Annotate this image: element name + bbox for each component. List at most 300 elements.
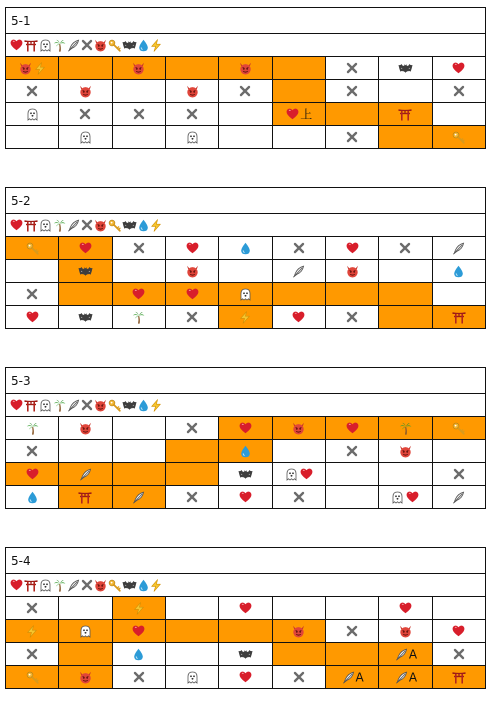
droplet-icon [138, 579, 149, 592]
grid-cell-highlighted[interactable] [379, 666, 432, 689]
cross-mark-icon [239, 85, 251, 97]
grid-cell[interactable] [219, 666, 272, 689]
grid-cell-highlighted[interactable] [379, 283, 432, 306]
palm-tree-icon [53, 579, 66, 592]
demon-icon [399, 445, 412, 458]
puzzle-grid [5, 547, 486, 689]
grid-cell[interactable] [325, 597, 378, 620]
bat-icon [122, 580, 137, 591]
cross-mark-icon [26, 288, 38, 300]
grid-cell[interactable] [325, 306, 378, 329]
heart-icon [10, 399, 23, 411]
torii-gate-icon [24, 579, 38, 592]
ghost-icon [239, 288, 252, 301]
grid-cell-highlighted[interactable] [432, 126, 485, 149]
cross-mark-icon [26, 85, 38, 97]
grid-cell-highlighted[interactable] [165, 57, 218, 80]
grid-cell[interactable] [432, 283, 485, 306]
torii-gate-icon [78, 491, 92, 504]
grid-cell-highlighted[interactable] [325, 417, 378, 440]
grid-cell[interactable] [379, 486, 432, 509]
cross-mark-icon [399, 242, 411, 254]
grid-cell-highlighted[interactable] [272, 417, 325, 440]
grid-cell-highlighted[interactable] [165, 440, 218, 463]
palm-tree-icon [53, 219, 66, 232]
grid-cell[interactable] [59, 126, 112, 149]
demon-icon [346, 265, 359, 278]
heart-icon [239, 422, 252, 434]
grid-cell-highlighted[interactable] [379, 417, 432, 440]
grid-cell[interactable] [219, 237, 272, 260]
heart-icon [452, 625, 465, 637]
grid-cell[interactable] [112, 103, 165, 126]
heart-icon [286, 108, 299, 120]
bat-icon [78, 312, 93, 323]
demon-icon [79, 85, 92, 98]
cross-mark-icon [346, 85, 358, 97]
grid-cell[interactable] [379, 620, 432, 643]
grid-cell-highlighted[interactable] [165, 463, 218, 486]
icon-legend [6, 214, 486, 237]
grid-cell-highlighted[interactable] [112, 463, 165, 486]
grid-cell[interactable] [6, 126, 59, 149]
heart-icon [346, 422, 359, 434]
grid-row [6, 486, 486, 509]
grid-cell[interactable] [272, 237, 325, 260]
grid-cell[interactable] [6, 597, 59, 620]
grid-row [6, 306, 486, 329]
cross-mark-icon [346, 131, 358, 143]
lightning-icon [133, 602, 145, 615]
grid-cell[interactable] [379, 80, 432, 103]
palm-tree-icon [53, 399, 66, 412]
cross-mark-icon [453, 468, 465, 480]
feather-icon [67, 39, 80, 52]
grid-cell[interactable] [219, 643, 272, 666]
grid-cell[interactable] [325, 463, 378, 486]
heart-icon [239, 671, 252, 683]
droplet-icon [138, 399, 149, 412]
grid-cell[interactable] [165, 237, 218, 260]
grid-cell-highlighted[interactable] [272, 103, 325, 126]
grid-cell[interactable] [432, 440, 485, 463]
icon-legend [6, 574, 486, 597]
grid-cell[interactable] [165, 260, 218, 283]
heart-icon [292, 311, 305, 323]
grid-cell[interactable] [6, 260, 59, 283]
key-icon [26, 242, 39, 255]
grid-row [6, 440, 486, 463]
grid-cell[interactable] [59, 103, 112, 126]
heart-icon [10, 579, 23, 591]
key-icon [108, 399, 121, 412]
grid-cell-highlighted[interactable] [112, 57, 165, 80]
bat-icon [122, 220, 137, 231]
ghost-icon [39, 39, 52, 52]
grid-row [6, 57, 486, 80]
bat-icon [238, 469, 253, 480]
grid-cell[interactable] [6, 103, 59, 126]
grid-cell[interactable] [325, 80, 378, 103]
demon-icon [399, 625, 412, 638]
palm-tree-icon [132, 311, 145, 324]
grid-row [6, 463, 486, 486]
heart-icon [10, 219, 23, 231]
grid-cell[interactable] [432, 237, 485, 260]
heart-icon [346, 242, 359, 254]
grid-cell-highlighted[interactable] [219, 283, 272, 306]
lightning-icon [150, 579, 162, 592]
grid-cell[interactable] [379, 463, 432, 486]
grid-cell[interactable] [432, 486, 485, 509]
grid-cell[interactable] [112, 666, 165, 689]
grid-cell-highlighted[interactable] [432, 666, 485, 689]
grid-cell[interactable] [165, 126, 218, 149]
cross-mark-icon [293, 671, 305, 683]
grid-cell[interactable] [325, 440, 378, 463]
droplet-icon [138, 219, 149, 232]
grid-cell-highlighted[interactable] [432, 306, 485, 329]
grid-cell-highlighted[interactable] [6, 57, 59, 80]
grid-cell[interactable] [325, 237, 378, 260]
grid-cell-highlighted[interactable] [6, 237, 59, 260]
grid-cell[interactable] [59, 306, 112, 329]
ghost-icon [285, 468, 298, 481]
key-icon [108, 39, 121, 52]
grid-cell[interactable] [432, 643, 485, 666]
grid-cell-highlighted[interactable] [325, 283, 378, 306]
grid-cell[interactable] [165, 417, 218, 440]
feather-icon [452, 491, 465, 504]
grid-cell[interactable] [6, 440, 59, 463]
heart-icon [10, 39, 23, 51]
grid-row [6, 80, 486, 103]
grid-cell[interactable] [165, 306, 218, 329]
grid-cell-highlighted[interactable] [379, 126, 432, 149]
lightning-icon [150, 39, 162, 52]
grid-cell-highlighted[interactable] [6, 666, 59, 689]
grid-cell[interactable] [379, 597, 432, 620]
bat-icon [78, 266, 93, 277]
grid-row [6, 126, 486, 149]
grid-row [6, 237, 486, 260]
grid-cell-highlighted[interactable] [219, 620, 272, 643]
cross-mark-icon [186, 491, 198, 503]
grid-cell[interactable] [165, 103, 218, 126]
cross-mark-icon [81, 39, 93, 51]
grid-cell[interactable] [272, 306, 325, 329]
grid-cell[interactable] [432, 80, 485, 103]
grid-cell[interactable] [379, 260, 432, 283]
lightning-icon [34, 62, 46, 75]
heart-icon [239, 602, 252, 614]
grid-cell[interactable] [325, 620, 378, 643]
grid-row [6, 597, 486, 620]
grid-cell[interactable] [6, 486, 59, 509]
grid-cell[interactable] [272, 260, 325, 283]
feather-icon [395, 648, 408, 661]
cross-mark-icon [346, 445, 358, 457]
heart-icon [300, 468, 313, 480]
grid-cell[interactable] [432, 597, 485, 620]
torii-gate-icon [452, 671, 466, 684]
cross-mark-icon [26, 648, 38, 660]
demon-icon [186, 265, 199, 278]
grid-cell[interactable] [59, 440, 112, 463]
grid-cell-highlighted[interactable] [219, 417, 272, 440]
grid-cell[interactable] [6, 417, 59, 440]
grid-cell-highlighted[interactable] [272, 80, 325, 103]
cell-note: A [408, 647, 418, 661]
demon-icon [239, 62, 252, 75]
puzzle-title: 5-3 [6, 368, 486, 394]
grid-cell[interactable] [325, 126, 378, 149]
cross-mark-icon [81, 579, 93, 591]
lightning-icon [26, 625, 38, 638]
puzzle-grid [5, 7, 486, 149]
cross-mark-icon [26, 445, 38, 457]
grid-cell-highlighted[interactable] [112, 597, 165, 620]
droplet-icon [240, 445, 251, 458]
heart-icon [26, 311, 39, 323]
grid-row [6, 643, 486, 666]
torii-gate-icon [452, 311, 466, 324]
droplet-icon [240, 242, 251, 255]
cross-mark-icon [346, 625, 358, 637]
grid-cell[interactable] [112, 80, 165, 103]
grid-row [6, 260, 486, 283]
grid-cell-highlighted[interactable] [112, 283, 165, 306]
grid-row [6, 283, 486, 306]
grid-cell-highlighted[interactable] [6, 620, 59, 643]
grid-cell[interactable] [432, 57, 485, 80]
grid-cell[interactable] [432, 463, 485, 486]
grid-cell[interactable] [379, 237, 432, 260]
demon-icon [186, 85, 199, 98]
grid-cell[interactable] [112, 237, 165, 260]
heart-icon [132, 288, 145, 300]
grid-cell[interactable] [165, 666, 218, 689]
demon-icon [94, 39, 107, 52]
grid-cell-highlighted[interactable] [219, 440, 272, 463]
grid-cell[interactable] [59, 80, 112, 103]
grid-cell[interactable] [59, 597, 112, 620]
grid-cell[interactable] [6, 306, 59, 329]
grid-cell[interactable] [325, 57, 378, 80]
key-icon [26, 671, 39, 684]
grid-cell[interactable] [272, 126, 325, 149]
grid-cell-highlighted[interactable] [272, 643, 325, 666]
grid-cell-highlighted[interactable] [325, 103, 378, 126]
cross-mark-icon [133, 671, 145, 683]
heart-icon [79, 242, 92, 254]
bat-icon [122, 400, 137, 411]
cross-mark-icon [453, 648, 465, 660]
grid-cell-highlighted[interactable] [59, 643, 112, 666]
demon-icon [94, 219, 107, 232]
cross-mark-icon [81, 219, 93, 231]
ghost-icon [26, 108, 39, 121]
heart-icon [186, 288, 199, 300]
key-icon [108, 579, 121, 592]
grid-cell[interactable] [219, 486, 272, 509]
grid-cell-highlighted[interactable] [59, 57, 112, 80]
grid-cell-highlighted[interactable] [59, 463, 112, 486]
grid-cell-highlighted[interactable] [112, 486, 165, 509]
feather-icon [67, 219, 80, 232]
palm-tree-icon [26, 422, 39, 435]
grid-row [6, 666, 486, 689]
feather-icon [395, 671, 408, 684]
grid-cell-highlighted[interactable] [379, 643, 432, 666]
grid-cell[interactable] [165, 643, 218, 666]
grid-cell[interactable] [112, 306, 165, 329]
grid-cell[interactable] [379, 440, 432, 463]
grid-cell-highlighted[interactable] [165, 283, 218, 306]
ghost-icon [391, 491, 404, 504]
puzzle-title: 5-2 [6, 188, 486, 214]
bat-icon [122, 40, 137, 51]
heart-icon [186, 242, 199, 254]
grid-cell[interactable] [272, 486, 325, 509]
grid-cell[interactable] [165, 597, 218, 620]
grid-cell[interactable] [379, 57, 432, 80]
grid-cell[interactable] [165, 486, 218, 509]
cross-mark-icon [186, 311, 198, 323]
grid-row [6, 103, 486, 126]
heart-icon [239, 491, 252, 503]
grid-cell-highlighted[interactable] [59, 237, 112, 260]
grid-cell-highlighted[interactable] [59, 620, 112, 643]
grid-cell[interactable] [325, 486, 378, 509]
grid-cell[interactable] [272, 440, 325, 463]
lightning-icon [239, 311, 251, 324]
grid-cell[interactable] [432, 103, 485, 126]
puzzle-panel-1 [5, 7, 486, 149]
feather-icon [292, 265, 305, 278]
grid-cell[interactable] [219, 126, 272, 149]
grid-cell-highlighted[interactable] [59, 260, 112, 283]
droplet-icon [453, 265, 464, 278]
grid-cell[interactable] [112, 417, 165, 440]
grid-cell[interactable] [219, 80, 272, 103]
heart-icon [399, 602, 412, 614]
demon-icon [94, 579, 107, 592]
grid-cell[interactable] [432, 260, 485, 283]
grid-cell-highlighted[interactable] [219, 57, 272, 80]
grid-cell[interactable] [272, 597, 325, 620]
grid-cell-highlighted[interactable] [325, 643, 378, 666]
grid-cell[interactable] [325, 260, 378, 283]
grid-cell[interactable] [59, 417, 112, 440]
cell-note: 上 [300, 107, 313, 122]
ghost-icon [39, 399, 52, 412]
key-icon [108, 219, 121, 232]
grid-cell[interactable] [272, 666, 325, 689]
puzzle-panel-2 [5, 187, 486, 329]
grid-cell-highlighted[interactable] [432, 417, 485, 440]
demon-icon [292, 625, 305, 638]
grid-cell[interactable] [112, 643, 165, 666]
lightning-icon [150, 219, 162, 232]
cross-mark-icon [346, 311, 358, 323]
demon-icon [132, 62, 145, 75]
puzzle-panel-3 [5, 367, 486, 509]
cell-note: A [355, 670, 364, 684]
cross-mark-icon [453, 85, 465, 97]
puzzle-title: 5-1 [6, 8, 486, 34]
demon-icon [94, 399, 107, 412]
grid-cell-highlighted[interactable] [59, 486, 112, 509]
grid-cell-highlighted[interactable] [6, 463, 59, 486]
cross-mark-icon [186, 422, 198, 434]
grid-cell-highlighted[interactable] [272, 283, 325, 306]
feather-icon [79, 468, 92, 481]
cross-mark-icon [133, 242, 145, 254]
grid-cell-highlighted[interactable] [59, 283, 112, 306]
palm-tree-icon [53, 39, 66, 52]
feather-icon [132, 491, 145, 504]
puzzle-title: 5-4 [6, 548, 486, 574]
heart-icon [452, 62, 465, 74]
cross-mark-icon [346, 62, 358, 74]
ghost-icon [79, 131, 92, 144]
grid-cell[interactable] [112, 126, 165, 149]
icon-legend [6, 394, 486, 417]
grid-cell-highlighted[interactable] [272, 620, 325, 643]
ghost-icon [79, 625, 92, 638]
droplet-icon [133, 648, 144, 661]
grid-cell[interactable] [219, 103, 272, 126]
grid-cell[interactable] [165, 80, 218, 103]
grid-cell-highlighted[interactable] [112, 620, 165, 643]
grid-cell[interactable] [6, 80, 59, 103]
bat-icon [398, 63, 413, 74]
torii-gate-icon [24, 219, 38, 232]
grid-cell[interactable] [112, 260, 165, 283]
icon-legend [6, 34, 486, 57]
grid-cell-highlighted[interactable] [325, 666, 378, 689]
cross-mark-icon [26, 602, 38, 614]
grid-cell[interactable] [272, 463, 325, 486]
grid-cell-highlighted[interactable] [272, 57, 325, 80]
grid-cell-highlighted[interactable] [379, 306, 432, 329]
grid-cell-highlighted[interactable] [379, 103, 432, 126]
puzzle-panel-4 [5, 547, 486, 689]
grid-cell[interactable] [6, 283, 59, 306]
grid-cell[interactable] [112, 440, 165, 463]
ghost-icon [186, 131, 199, 144]
feather-icon [67, 399, 80, 412]
torii-gate-icon [398, 108, 412, 121]
cell-note: A [408, 670, 418, 684]
cross-mark-icon [293, 242, 305, 254]
grid-cell[interactable] [6, 643, 59, 666]
grid-cell[interactable] [219, 260, 272, 283]
grid-cell-highlighted[interactable] [59, 666, 112, 689]
grid-cell-highlighted[interactable] [219, 306, 272, 329]
grid-cell-highlighted[interactable] [165, 620, 218, 643]
grid-cell[interactable] [219, 463, 272, 486]
cross-mark-icon [133, 108, 145, 120]
lightning-icon [150, 399, 162, 412]
grid-cell[interactable] [432, 620, 485, 643]
grid-cell[interactable] [219, 597, 272, 620]
bat-icon [238, 649, 253, 660]
cross-mark-icon [293, 491, 305, 503]
puzzle-grid [5, 187, 486, 329]
feather-icon [67, 579, 80, 592]
